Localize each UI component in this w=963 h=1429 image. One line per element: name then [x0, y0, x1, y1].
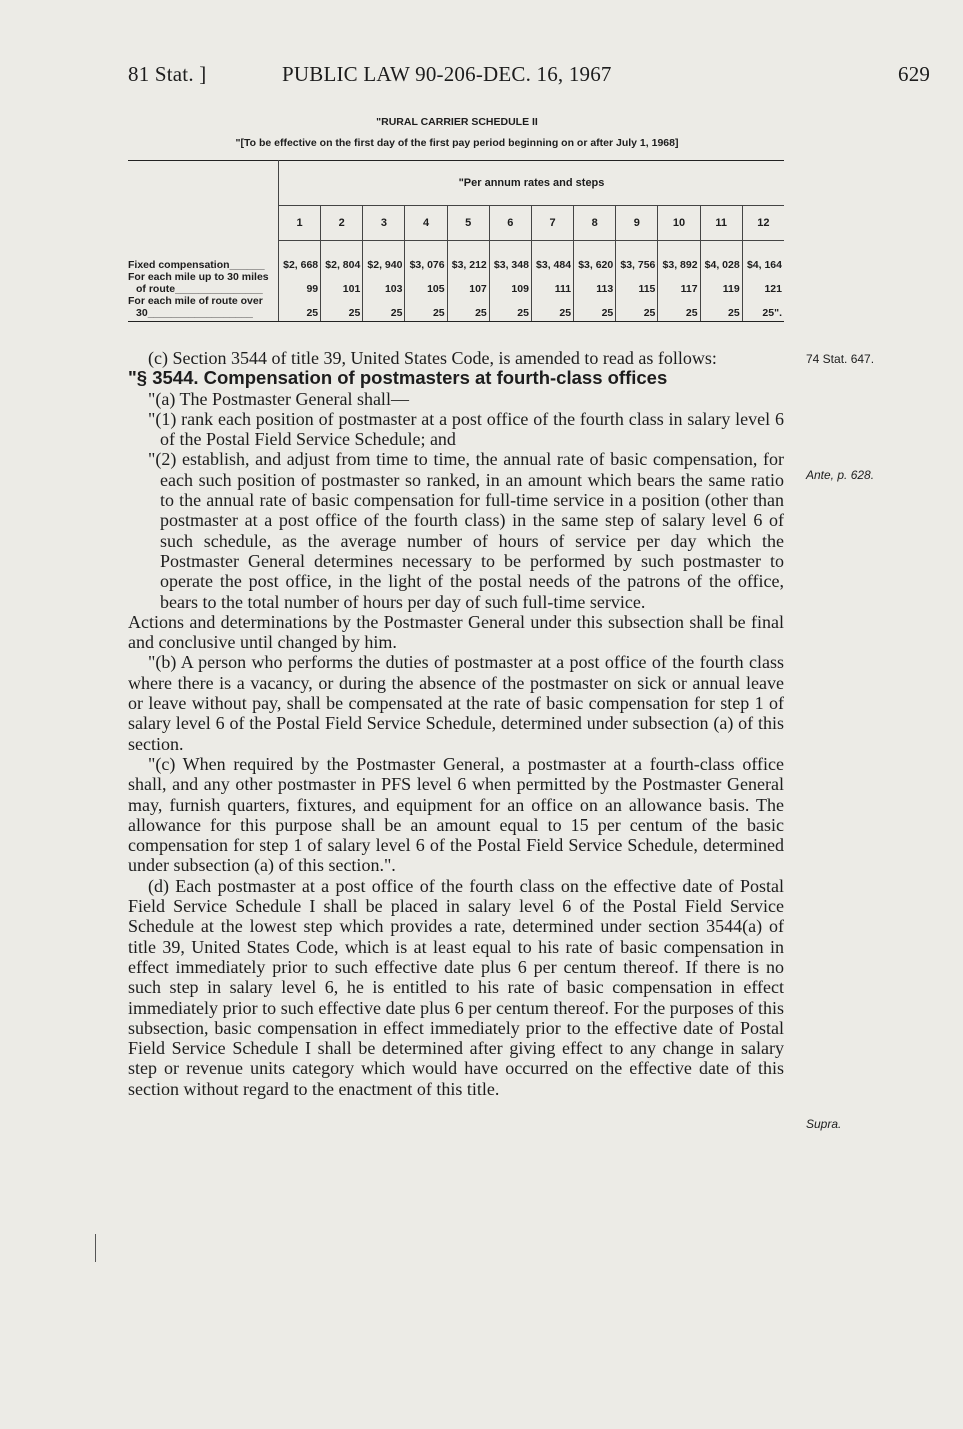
- paragraph-b: "(b) A person who performs the duties of postmaster at a post office of the fourth class where there is a vacancy, or during the absence of the postmaster on sick or annual leave or leave without pay, shall be compensated at the rate of basic compensation for step 1 of salary level 6 of the Postal Field Service Schedule, determined under subsection (a) of this section.: [128, 652, 784, 754]
- rate-cell: 107: [447, 271, 489, 295]
- step-header: 4: [405, 206, 447, 241]
- spacer-cell: [405, 241, 447, 260]
- header-title: PUBLIC LAW 90-206-DEC. 16, 1967: [282, 62, 612, 86]
- rate-cell: $2, 668: [279, 259, 321, 271]
- step-header: 7: [531, 206, 573, 241]
- header-statute-ref: 81 Stat. ]: [128, 62, 207, 86]
- leader-dots: _______________: [175, 283, 263, 295]
- rate-cell: 25".: [742, 295, 784, 322]
- step-header: 9: [616, 206, 658, 241]
- rate-cell: 25: [279, 295, 321, 322]
- rate-cell: 25: [616, 295, 658, 322]
- body-text: [128, 348, 784, 1099]
- rate-cell: $3, 484: [531, 259, 573, 271]
- table-row: [128, 271, 784, 295]
- rate-cell: 25: [531, 295, 573, 322]
- rate-cell: 103: [363, 271, 405, 295]
- spacer-cell: [128, 241, 279, 260]
- rate-cell: 25: [405, 295, 447, 322]
- spacer-cell: [447, 241, 489, 260]
- margin-mark: [95, 1234, 96, 1262]
- rate-cell: 25: [447, 295, 489, 322]
- spacer-cell: [700, 241, 742, 260]
- rate-cell: 105: [405, 271, 447, 295]
- leader-dots: ______: [229, 259, 265, 271]
- rural-carrier-schedule-table: [128, 160, 784, 322]
- rate-cell: 99: [279, 271, 321, 295]
- step-header: 12: [742, 206, 784, 241]
- rate-cell: $3, 620: [574, 259, 616, 271]
- paragraph-c2: "(c) When required by the Postmaster General, a postmaster at a fourth-class office shall, and any other postmaster in PFS level 6 when permitted by the Postmaster General may, furnish quarters, fixtures, and equipment for an office on an allowance basis. The allowance for this purpose shall be an amount equal to 15 per centum of the basic compensation for step 1 of salary level 6 of the Postal Field Service Schedule, determined under subsection (a) of this section.".: [128, 753, 784, 876]
- leader-dots: __________________: [147, 307, 253, 319]
- rate-cell: $3, 756: [616, 259, 658, 271]
- paragraph-a1: "(1) rank each position of postmaster at a post office of the fourth class in salary level 6 of the Postal Field Service Schedule; and: [148, 408, 784, 450]
- rate-cell: $4, 028: [700, 259, 742, 271]
- row-label-line: For each mile up to 30 miles: [128, 271, 269, 283]
- paragraph-a2: "(2) establish, and adjust from time to time, the annual rate of basic compensation, for each such position of postmaster so ranked, in an amount which bears the same ratio to the annual rate of basic compensation for full-time service in a position (other than postmaster at a post office of the fourth class) in the same step of salary level 6 of such schedule, as the average number of hours of service per day which the Postmaster General determines necessary to be performed by such postmaster to operate the post office, in the light of the postal needs of the patrons of the office, bears to the total number of hours per day of such full-time service.: [148, 449, 784, 612]
- spacer-cell: [531, 241, 573, 260]
- section-heading: "§ 3544. Compensation of postmasters at fourth-class offices: [128, 367, 668, 389]
- rate-cell: $2, 940: [363, 259, 405, 271]
- table-row: [128, 295, 784, 322]
- row-label-line: 30: [136, 307, 148, 319]
- rate-cell: 113: [574, 271, 616, 295]
- rate-cell: 109: [489, 271, 531, 295]
- rate-cell: 25: [363, 295, 405, 322]
- paragraph-d: (d) Each postmaster at a post office of the fourth class on the effective date of Postal Field Service Schedule I shall be placed in salary level 6 of the Postal Field Service Schedule at the lowest step which provides a rate, determined under section 3544(a) of title 39, United States Code, which is at least equal to his rate of basic compensation in effect immediately prior to such effective date plus 6 per centum thereof. If there is no such step in salary level 6, he is entitled to his rate of basic compensation in effect immediately prior to such effective date plus 6 per centum thereof. For the purposes of this subsection, basic compensation in effect immediately prior to the effective date of Postal Field Service Schedule I shall be determined after giving effect to any change in salary step or revenue units category which would have occurred on the effective date of this section without regard to the enactment of this title.: [128, 875, 784, 1099]
- rate-cell: 111: [531, 271, 573, 295]
- margin-note-ante: Ante, p. 628.: [806, 468, 875, 482]
- step-header: 5: [447, 206, 489, 241]
- step-header: 8: [574, 206, 616, 241]
- margin-note-supra: Supra.: [806, 1117, 842, 1131]
- row-label-line: For each mile of route over: [128, 295, 263, 307]
- rate-cell: $3, 892: [658, 259, 700, 271]
- row-label: [128, 295, 279, 322]
- rate-cell: $3, 212: [447, 259, 489, 271]
- schedule-subtitle: "[To be effective on the first day of the first pay period beginning on or after July 1, 1968]: [235, 137, 679, 149]
- row-label: [128, 271, 279, 295]
- paragraph-a-intro: "(a) The Postmaster General shall—: [148, 388, 409, 409]
- rate-cell: $2, 804: [321, 259, 363, 271]
- table-row: [128, 259, 784, 271]
- paragraph-actions: Actions and determinations by the Postmaster General under this subsection shall be final and conclusive until changed by him.: [128, 611, 784, 653]
- page-number: 629: [898, 62, 931, 86]
- spacer-cell: [363, 241, 405, 260]
- step-header: 10: [658, 206, 700, 241]
- rate-cell: 25: [700, 295, 742, 322]
- rate-cell: 25: [321, 295, 363, 322]
- step-header: 2: [321, 206, 363, 241]
- spacer-cell: [658, 241, 700, 260]
- table-stub-header: [128, 161, 279, 241]
- spacer-cell: [489, 241, 531, 260]
- rate-cell: 101: [321, 271, 363, 295]
- rate-cell: 119: [700, 271, 742, 295]
- margin-note-statute: 74 Stat. 647.: [806, 352, 875, 366]
- rate-cell: 25: [658, 295, 700, 322]
- step-header: 11: [700, 206, 742, 241]
- rate-cell: 117: [658, 271, 700, 295]
- step-header: 6: [489, 206, 531, 241]
- rate-cell: $3, 348: [489, 259, 531, 271]
- paragraph-c: (c) Section 3544 of title 39, United States Code, is amended to read as follows:: [148, 348, 717, 368]
- spacer-cell: [321, 241, 363, 260]
- rate-cell: 115: [616, 271, 658, 295]
- schedule-title: "RURAL CARRIER SCHEDULE II: [376, 116, 538, 128]
- spacer-cell: [574, 241, 616, 260]
- step-header: 1: [279, 206, 321, 241]
- spacer-cell: [616, 241, 658, 260]
- rate-cell: 121: [764, 283, 782, 295]
- rate-cell: 25: [574, 295, 616, 322]
- step-header: 3: [363, 206, 405, 241]
- rate-cell: $4, 164: [746, 259, 782, 271]
- column-group-header: "Per annum rates and steps: [279, 161, 785, 206]
- rate-cell: $3, 076: [405, 259, 447, 271]
- rate-cell: 25: [489, 295, 531, 322]
- row-label: [128, 259, 279, 271]
- row-label-line: of route: [136, 283, 176, 295]
- spacer-cell: [742, 241, 784, 260]
- table-spacer-row: [128, 241, 784, 260]
- spacer-cell: [279, 241, 321, 260]
- row-label-line: Fixed compensation: [128, 259, 230, 271]
